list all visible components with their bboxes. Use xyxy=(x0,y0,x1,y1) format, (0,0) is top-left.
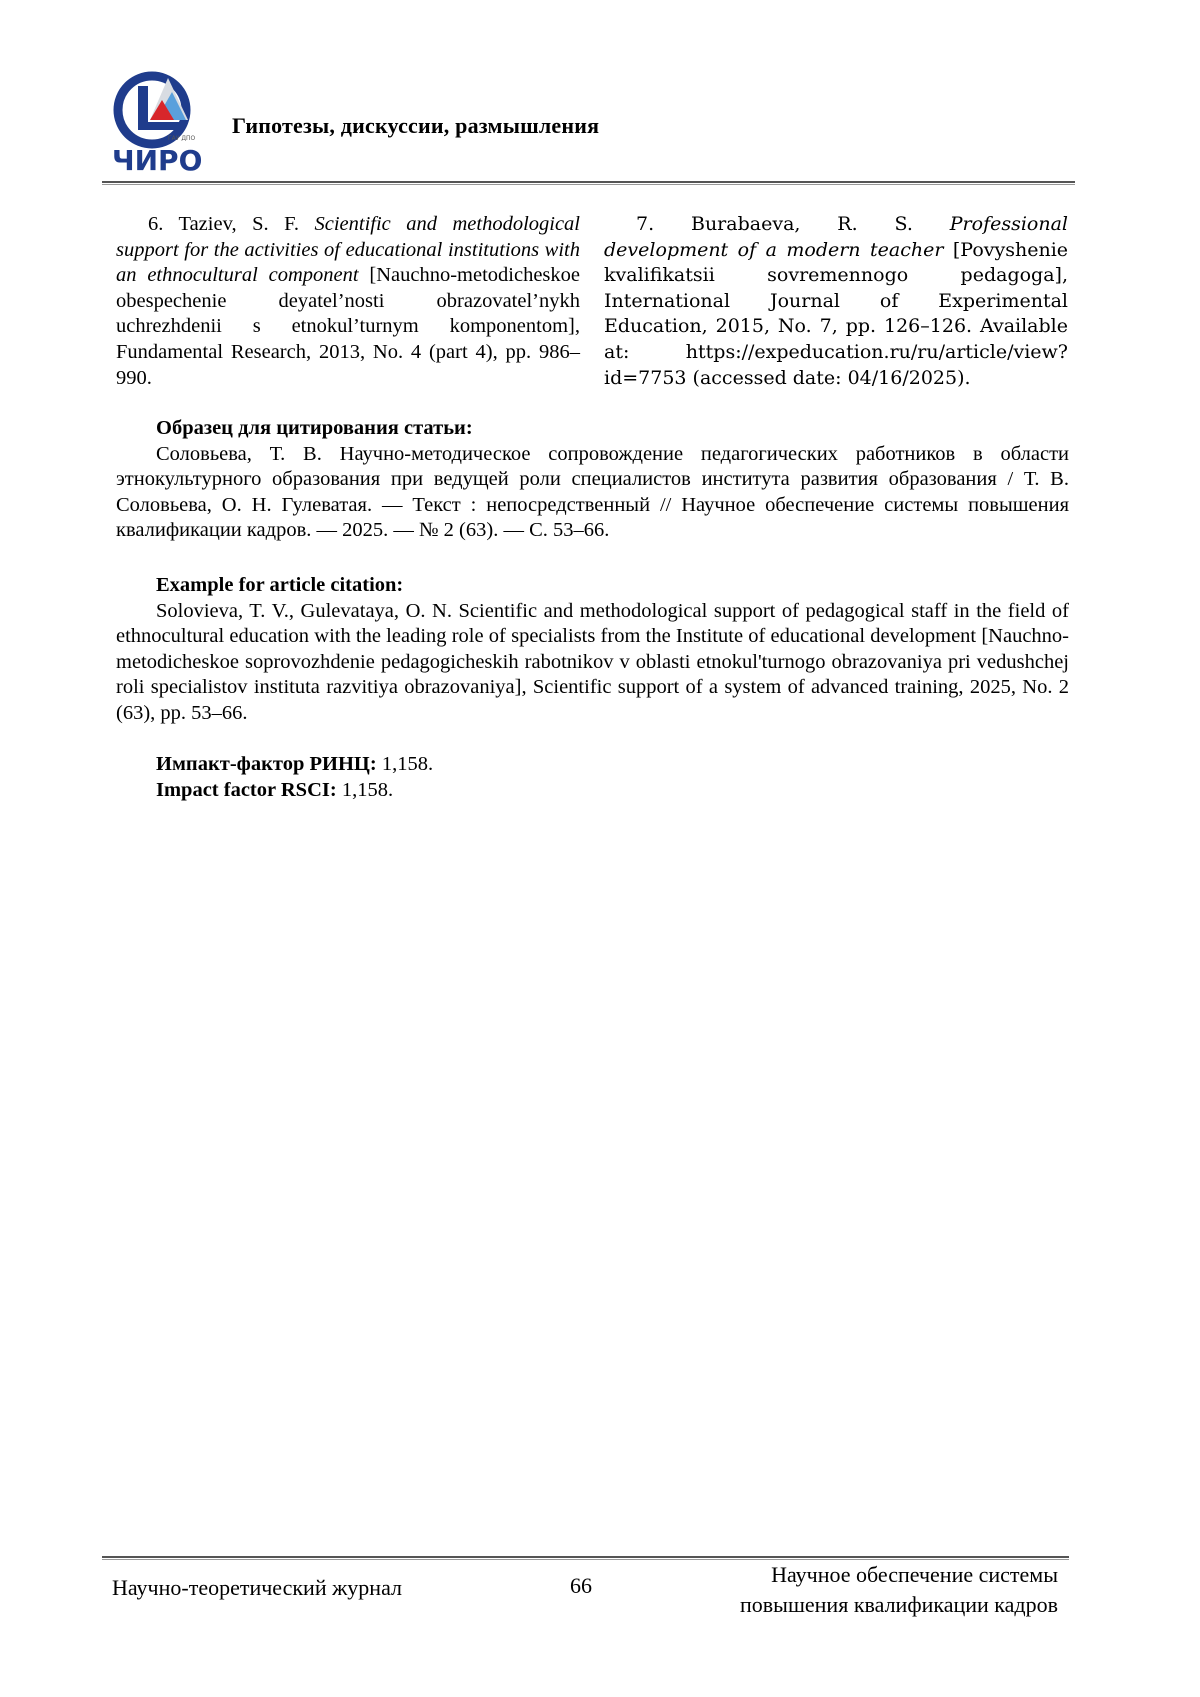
footer-journal-type: Научно-теоретический журнал xyxy=(112,1575,403,1600)
reference-7 xyxy=(604,212,1068,391)
ref6-author: 6. Taziev, S. F. xyxy=(148,213,299,235)
impact-ru xyxy=(116,752,1069,778)
impact-en xyxy=(116,778,1069,804)
journal-logo xyxy=(110,70,210,175)
citation-ru xyxy=(116,416,1069,544)
logo-subtext: ГАУ ДПО xyxy=(168,135,196,142)
impact-factor xyxy=(116,752,1069,803)
citation-en-text: Solovieva, T. V., Gulevataya, O. N. Scientific and methodological support of pedagogical staff in the field of ethnocultural education with the leading role of specialists from the Institute of educational development [Nauchno-metodicheskoe soprovozhdenie pedagogicheskih rabotnikov v oblasti etnokul'turnogo obrazovaniya pri vedushchej roli specialistov instituta razvitiya obrazovaniya], Scientific support of a system of advanced training, 2025, No. 2 (63), pp. 53–66. xyxy=(116,599,1069,724)
impact-ru-label: Импакт-фактор РИНЦ: xyxy=(156,753,377,775)
ref7-author: 7. Burabaeva, R. S. xyxy=(636,213,913,235)
citation-ru-heading: Образец для цитирования статьи: xyxy=(156,417,473,439)
impact-en-label: Impact factor RSCI: xyxy=(156,778,337,801)
footer-journal-name-line1: Научное обеспечение системы xyxy=(771,1562,1058,1587)
impact-en-value: 1,158. xyxy=(336,778,394,801)
ref7-title: Professional development of a modern teacher xyxy=(604,213,1069,261)
page-number: 66 xyxy=(570,1573,592,1598)
logo-text: ЧИРО xyxy=(112,144,203,175)
ref6-title: Scientific and methodological support for the activities of educational institutions with an ethnocultural component xyxy=(116,213,581,287)
citation-en-heading: Example for article citation: xyxy=(156,574,404,596)
footer-journal-name xyxy=(740,1560,1058,1620)
ref6-rest: [Nauchno-metodicheskoe obespechenie deyatel’nosti obrazovatel’nykh uchrezhdenii s etnokul’turnym komponentom], Fundamental Research, 2013, No. 4 (part 4), pp. 986–990. xyxy=(116,264,581,389)
impact-ru-value: 1,158. xyxy=(376,753,434,775)
footer-journal-name-line2: повышения квалификации кадров xyxy=(740,1592,1058,1617)
citation-en xyxy=(116,573,1069,727)
ref7-rest: [Povyshenie kvalifikatsii sovremennogo pedagoga], International Journal of Experimental Education, 2015, No. 7, pp. 126–126. Available at: https://expeducation.ru/ru/article/view?id=7753 (accessed date: 04/16/2025). xyxy=(604,238,1069,389)
section-title: Гипотезы, дискуссии, размышления xyxy=(232,113,600,138)
header-divider xyxy=(102,181,1075,185)
reference-6 xyxy=(116,212,580,391)
citation-ru-text: Соловьева, Т. В. Научно-методическое сопровождение педагогических работников в области этнокультурного образования при ведущей роли специалистов института развития образования / Т. В. Соловьева, О. Н. Гулеватая. — Текст : непосредственный // Научное обеспечение системы повышения квалификации кадров. — 2025. — № 2 (63). — С. 53–66. xyxy=(116,442,1069,542)
